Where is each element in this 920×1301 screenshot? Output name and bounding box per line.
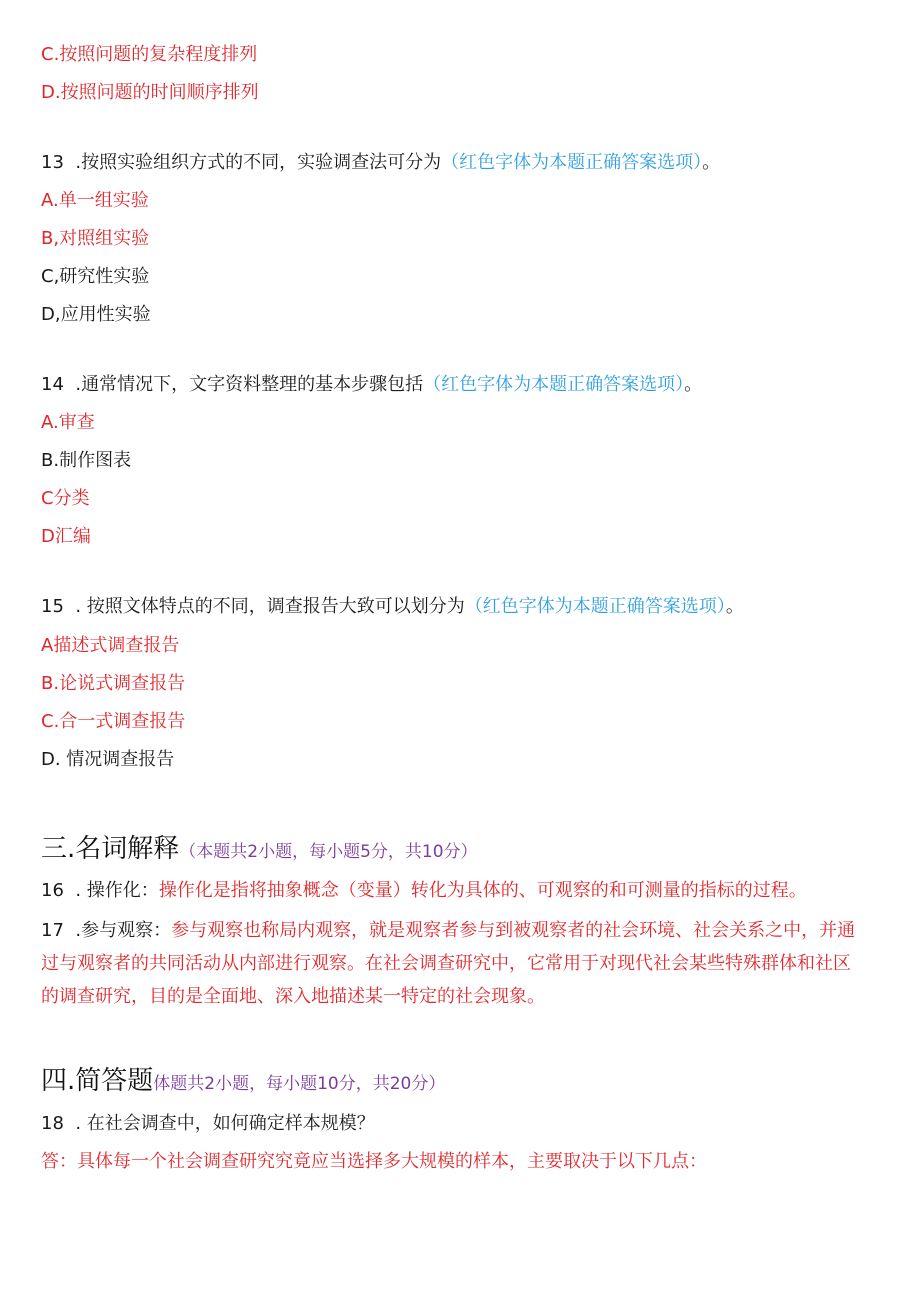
q15-hint: （红色字体为本题正确答案选项） xyxy=(464,596,726,617)
q15-end: 。 xyxy=(725,596,744,617)
section-4-title: 四.简答题 xyxy=(41,1066,154,1096)
q14-option-a: A.审查 xyxy=(41,412,95,433)
q15-stem: . 按照文体特点的不同，调查报告大致可以划分为 xyxy=(75,596,465,617)
q13-stem-line xyxy=(41,151,720,175)
q14-hint: （红色字体为本题正确答案选项） xyxy=(423,374,685,395)
section-3-title: 三.名词解释 xyxy=(41,834,180,864)
q13-stem: .按照实验组织方式的不同，实验调查法可分为 xyxy=(75,152,442,173)
q15-option-c: C.合一式调查报告 xyxy=(41,711,186,732)
q14-stem: .通常情况下，文字资料整理的基本步骤包括 xyxy=(75,374,424,395)
q15-option-d: D. 情况调查报告 xyxy=(41,749,175,770)
q15-option-b: B.论说式调查报告 xyxy=(41,673,186,694)
q13-option-a: A.单一组实验 xyxy=(41,190,149,211)
q17-block xyxy=(41,914,883,1013)
q18-stem-line xyxy=(41,1112,375,1136)
q13-option-b: B,对照组实验 xyxy=(41,228,150,249)
q12-option-c: C.按照问题的复杂程度排列 xyxy=(41,44,258,65)
q15-option-a: A描述式调查报告 xyxy=(41,635,180,656)
q13-end: 。 xyxy=(702,152,721,173)
q16-term: . 操作化： xyxy=(75,880,159,901)
q17-definition-1: 参与观察也称局内观察，就是观察者参与到被观察者的社会环境、社会关系之中，并通 xyxy=(171,920,856,941)
q17-number: 17 xyxy=(41,920,64,941)
section-4-note: 体题共2小题，每小题10分，共20分） xyxy=(153,1074,446,1094)
q14-number: 14 xyxy=(41,374,64,395)
q15-number: 15 xyxy=(41,596,64,617)
q17-definition-3: 的调查研究，目的是全面地、深入地描述某一特定的社会现象。 xyxy=(41,986,545,1007)
q15-stem-line xyxy=(41,595,744,619)
q14-option-d: D汇编 xyxy=(41,526,91,547)
q13-option-c: C,研究性实验 xyxy=(41,266,150,287)
q13-number: 13 xyxy=(41,152,64,173)
q17-line-1 xyxy=(41,914,883,947)
q14-end: 。 xyxy=(684,374,703,395)
section-3-heading xyxy=(41,833,478,868)
q17-definition-2: 过与观察者的共同活动从内部进行观察。在社会调查研究中，它常用于对现代社会某些特殊群体和社区 xyxy=(41,953,851,974)
q18-number: 18 xyxy=(41,1113,64,1134)
q16-number: 16 xyxy=(41,880,64,901)
q14-option-c: C分类 xyxy=(41,488,90,509)
q16-definition: 操作化是指将抽象概念（变量）转化为具体的、可观察的和可测量的指标的过程。 xyxy=(158,880,807,901)
q18-answer: 答：具体每一个社会调查研究究竟应当选择多大规模的样本，主要取决于以下几点： xyxy=(41,1151,707,1172)
q13-hint: （红色字体为本题正确答案选项） xyxy=(441,152,703,173)
q14-option-b: B.制作图表 xyxy=(41,450,132,471)
q12-option-d: D.按照问题的时间顺序排列 xyxy=(41,82,259,103)
section-4-heading xyxy=(41,1065,445,1100)
section-3-note: （本题共2小题，每小题5分，共10分） xyxy=(179,842,478,862)
q13-option-d: D,应用性实验 xyxy=(41,304,151,325)
q17-term: .参与观察： xyxy=(75,920,172,941)
q18-stem: . 在社会调查中，如何确定样本规模？ xyxy=(75,1113,375,1134)
q14-stem-line xyxy=(41,373,702,397)
q16-line xyxy=(41,879,807,903)
